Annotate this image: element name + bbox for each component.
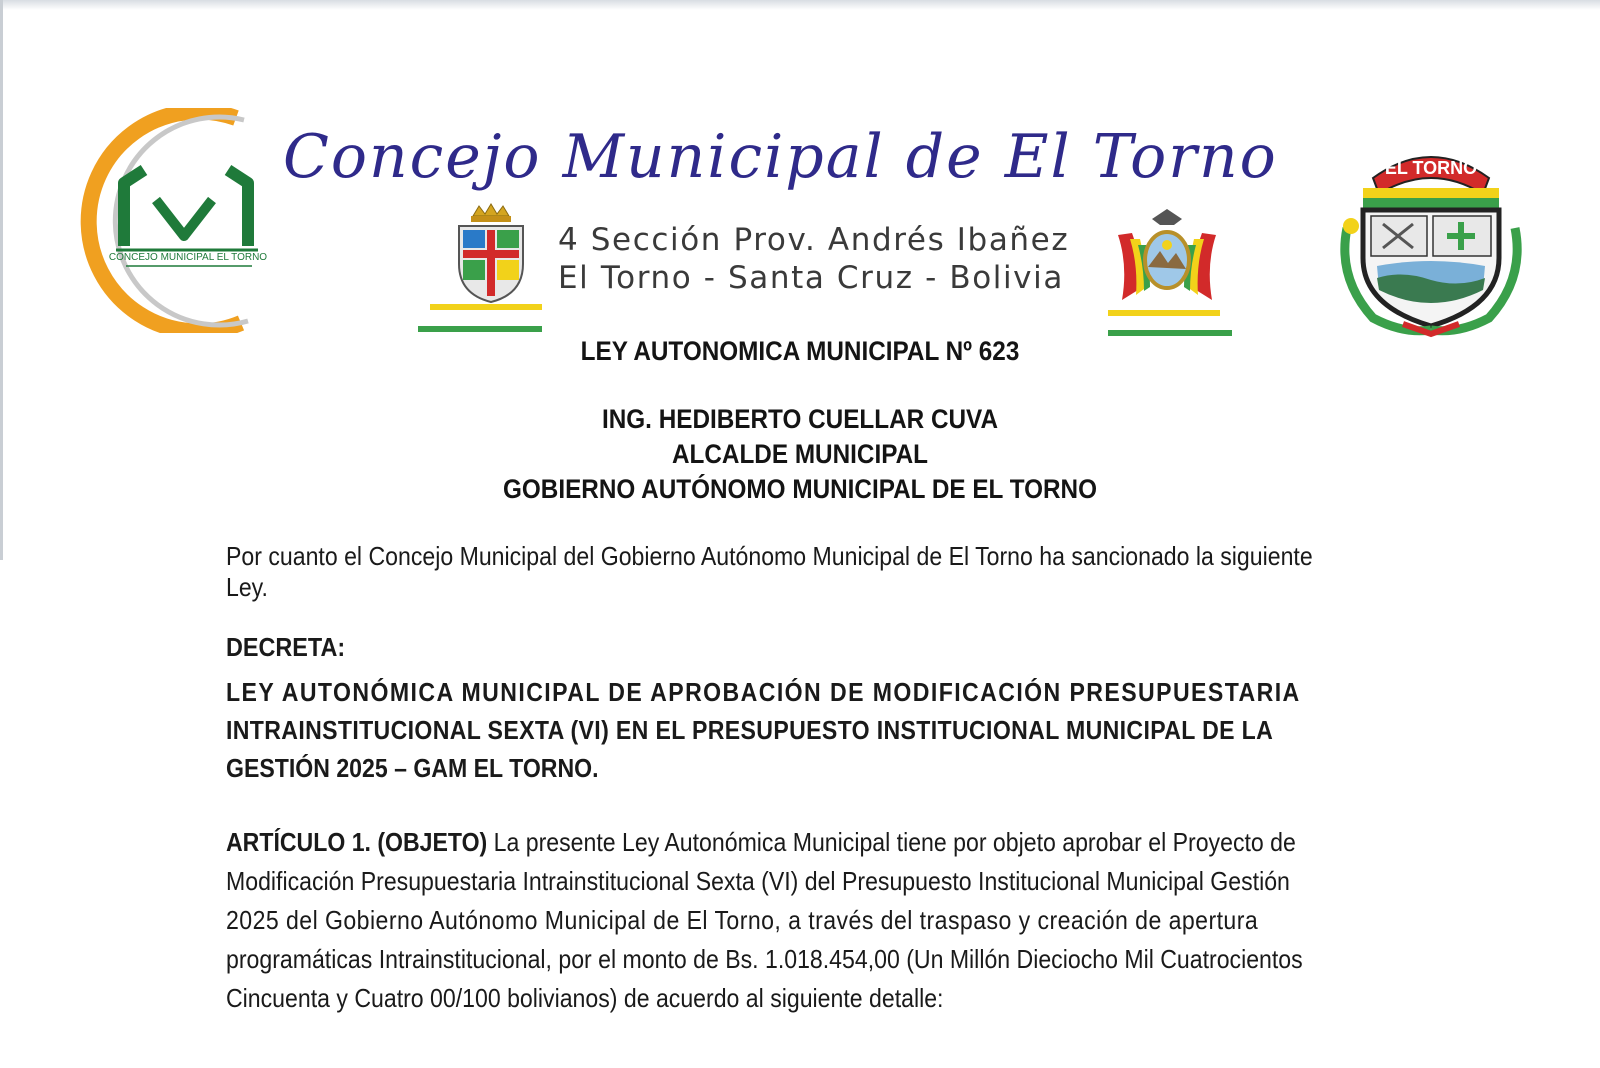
scan-edge-left [0, 0, 3, 560]
law-title-line: LEY AUTONÓMICA MUNICIPAL DE APROBACIÓN DE MODIFICACIÓN PRESUPUESTARIA [226, 677, 1301, 707]
article-line: Cincuenta y Cuatro 00/100 bolivianos) de acuerdo al siguiente detalle: [226, 983, 944, 1013]
government-name: GOBIERNO AUTÓNOMO MUNICIPAL DE EL TORNO [502, 474, 1098, 504]
header-subtitle-province: 4 Sección Prov. Andrés Ibañez [558, 222, 1070, 258]
scan-edge-top [0, 0, 1600, 10]
flag-stripe-yellow-right [1108, 310, 1220, 316]
el-torno-seal-icon [1333, 138, 1529, 338]
article-line: programáticas Intrainstitucional, por el monto de Bs. 1.018.454,00 (Un Millón Dieciocho Mil Cuatrocientos [226, 944, 1303, 974]
decreta-heading: DECRETA: [226, 632, 346, 662]
article-heading: ARTÍCULO 1. (OBJETO) [226, 827, 488, 857]
bolivia-coat-of-arms-icon [1108, 205, 1226, 310]
header-subtitle-location: El Torno - Santa Cruz - Bolivia [558, 260, 1064, 296]
intro-line: Ley. [226, 572, 268, 602]
article-1 [226, 823, 1396, 1018]
logo-caption: CONCEJO MUNICIPAL EL TORNO [108, 252, 268, 263]
flag-stripe-yellow-left [430, 304, 542, 310]
seal-text: EL TORNO [1384, 158, 1478, 178]
concejo-logo [66, 108, 276, 333]
mayor-name: ING. HEDIBERTO CUELLAR CUVA [601, 404, 998, 434]
law-title [226, 673, 1396, 787]
municipal-crest-icon [453, 202, 529, 306]
law-title-line: GESTIÓN 2025 – GAM EL TORNO. [226, 753, 599, 783]
mayor-role: ALCALDE MUNICIPAL [671, 439, 929, 469]
intro-paragraph [226, 541, 1396, 603]
header-title: Concejo Municipal de El Torno [283, 122, 1278, 192]
flag-stripe-green-left [418, 326, 542, 332]
article-line: Modificación Presupuestaria Intrainstitucional Sexta (VI) del Presupuesto Institucional Municipal Gestión [226, 866, 1290, 896]
intro-line: Por cuanto el Concejo Municipal del Gobierno Autónomo Municipal de El Torno ha sancionado la siguiente [226, 541, 1313, 571]
law-number: LEY AUTONOMICA MUNICIPAL Nº 623 [580, 336, 1020, 366]
article-line: 2025 del Gobierno Autónomo Municipal de El Torno, a través del traspaso y creación de apertura [226, 905, 1259, 935]
article-text: La presente Ley Autonómica Municipal tiene por objeto aprobar el Proyecto de [487, 827, 1296, 857]
law-title-line: INTRAINSTITUCIONAL SEXTA (VI) EN EL PRESUPUESTO INSTITUCIONAL MUNICIPAL DE LA [226, 715, 1274, 745]
article-first-line [226, 823, 1296, 862]
